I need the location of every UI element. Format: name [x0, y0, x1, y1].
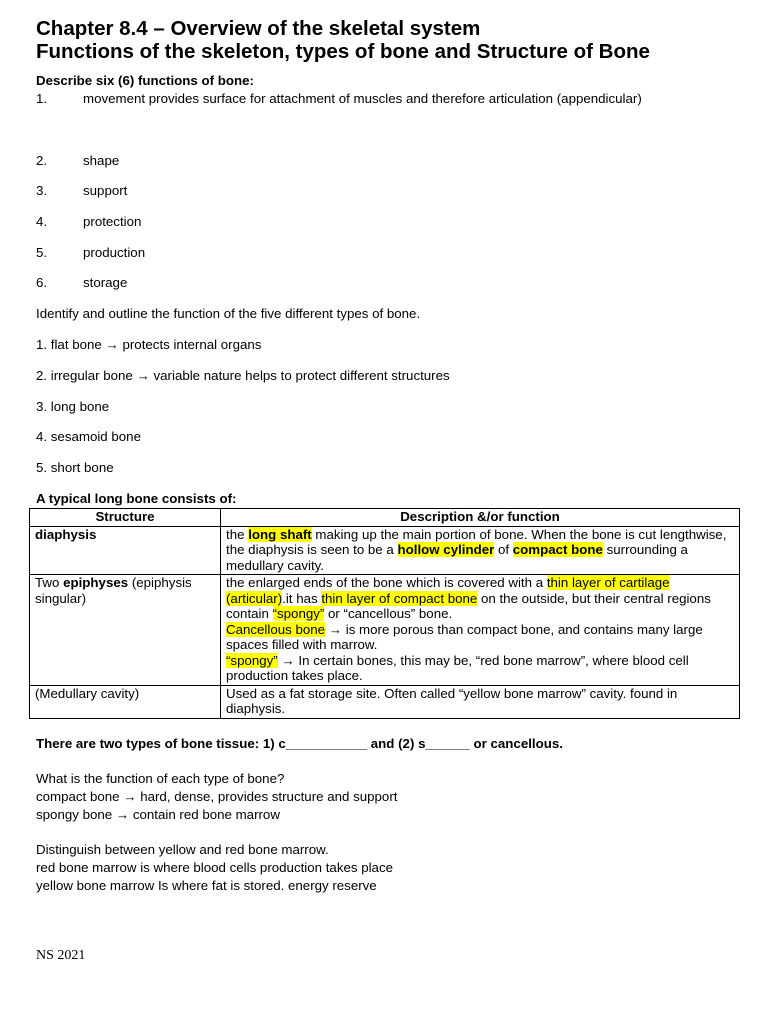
description-text: → is more porous than compact bone, and contains many large spaces filled with marrow.	[226, 621, 703, 652]
function-text: support	[83, 183, 128, 198]
description-text: making up the main portion of bone. When the bone is cut lengthwise, the diaphysis is seen to be a	[226, 526, 727, 557]
function-number: 3.	[36, 183, 48, 198]
structure-cell	[30, 526, 221, 575]
structure-term: diaphysis	[35, 526, 97, 542]
description-cell	[221, 575, 740, 686]
function-number: 2.	[36, 153, 48, 168]
highlighted-term: hollow cylinder	[397, 542, 495, 557]
functions-heading: Describe six (6) functions of bone:	[36, 73, 254, 88]
bone-type-item: 3. long bone	[36, 399, 110, 414]
function-text: protection	[83, 214, 142, 229]
structure-cell: (Medullary cavity)	[30, 685, 221, 718]
highlighted-term: compact bone	[512, 542, 603, 557]
highlighted-term: “spongy”	[272, 606, 325, 621]
table-header-row	[30, 509, 740, 527]
function-text: production	[83, 245, 146, 260]
highlighted-term: long shaft	[248, 526, 312, 542]
function-number: 1.	[36, 91, 48, 106]
description-header: Description &/or function	[221, 509, 740, 527]
highlighted-term: Cancellous bone	[226, 621, 326, 637]
function-text: shape	[83, 153, 120, 168]
marrow-answer: yellow bone marrow Is where fat is stored. energy reserve	[36, 878, 377, 893]
table-row	[30, 685, 740, 718]
footer-initials: NS 2021	[36, 948, 86, 963]
structure-cell	[30, 575, 221, 686]
tissue-question: There are two types of bone tissue: 1) c___________ and (2) s______ or cancellous.	[36, 736, 563, 751]
function-number: 4.	[36, 214, 48, 229]
description-text: the enlarged ends of the bone which is covered with a	[226, 575, 547, 590]
bone-type-item: 4. sesamoid bone	[36, 429, 141, 444]
description-cell: Used as a fat storage site. Often called “yellow bone marrow” cavity. found in diaphysis.	[221, 685, 740, 718]
description-text: surrounding a medullary cavity.	[226, 542, 688, 573]
table-row	[30, 526, 740, 575]
description-text: .it has	[282, 590, 322, 606]
function-text: storage	[83, 275, 128, 290]
highlighted-term: “spongy”	[226, 652, 278, 668]
description-text: → In certain bones, this may be, “red bone marrow”, where blood cell production takes place.	[226, 652, 689, 683]
description-text: of	[494, 542, 513, 557]
highlighted-term: thin layer of cartilage (articular)	[226, 575, 670, 606]
bone-type-item: 2. irregular bone → variable nature helps to protect different structures	[36, 368, 450, 383]
structure-header: Structure	[30, 509, 221, 527]
description-cell	[221, 526, 740, 575]
highlighted-term: thin layer of compact bone	[321, 590, 478, 606]
bone-type-item: 1. flat bone → protects internal organs	[36, 337, 262, 352]
bone-type-item: 5. short bone	[36, 460, 114, 475]
bone-types-prompt: Identify and outline the function of the five different types of bone.	[36, 306, 421, 321]
marrow-answer: red bone marrow is where blood cells production takes place	[36, 860, 393, 875]
description-text: the	[226, 526, 249, 542]
chapter-subtitle: Functions of the skeleton, types of bone and Structure of Bone	[36, 40, 650, 63]
function-text: movement provides surface for attachment of muscles and therefore articulation (appendicular)	[83, 91, 642, 106]
function-each-answer: spongy bone → contain red bone marrow	[36, 807, 280, 822]
description-paragraph	[226, 622, 734, 653]
description-paragraph	[226, 575, 734, 622]
marrow-question: Distinguish between yellow and red bone marrow.	[36, 842, 329, 857]
structure-prefix: Two	[35, 575, 64, 590]
structure-term: epiphyses	[63, 575, 129, 590]
structure-note: (epiphysis singular)	[35, 575, 192, 606]
function-each-question: What is the function of each type of bone?	[36, 771, 285, 786]
chapter-title: Chapter 8.4 – Overview of the skeletal system	[36, 17, 481, 40]
function-number: 6.	[36, 275, 48, 290]
description-paragraph	[226, 653, 734, 684]
table-row	[30, 575, 740, 686]
table-heading: A typical long bone consists of:	[36, 491, 237, 506]
description-text: or “cancellous” bone.	[324, 606, 453, 621]
function-each-answer: compact bone → hard, dense, provides structure and support	[36, 789, 398, 804]
long-bone-table	[29, 508, 740, 719]
function-number: 5.	[36, 245, 48, 260]
description-text: on the outside, but their central regions contain	[226, 590, 711, 621]
